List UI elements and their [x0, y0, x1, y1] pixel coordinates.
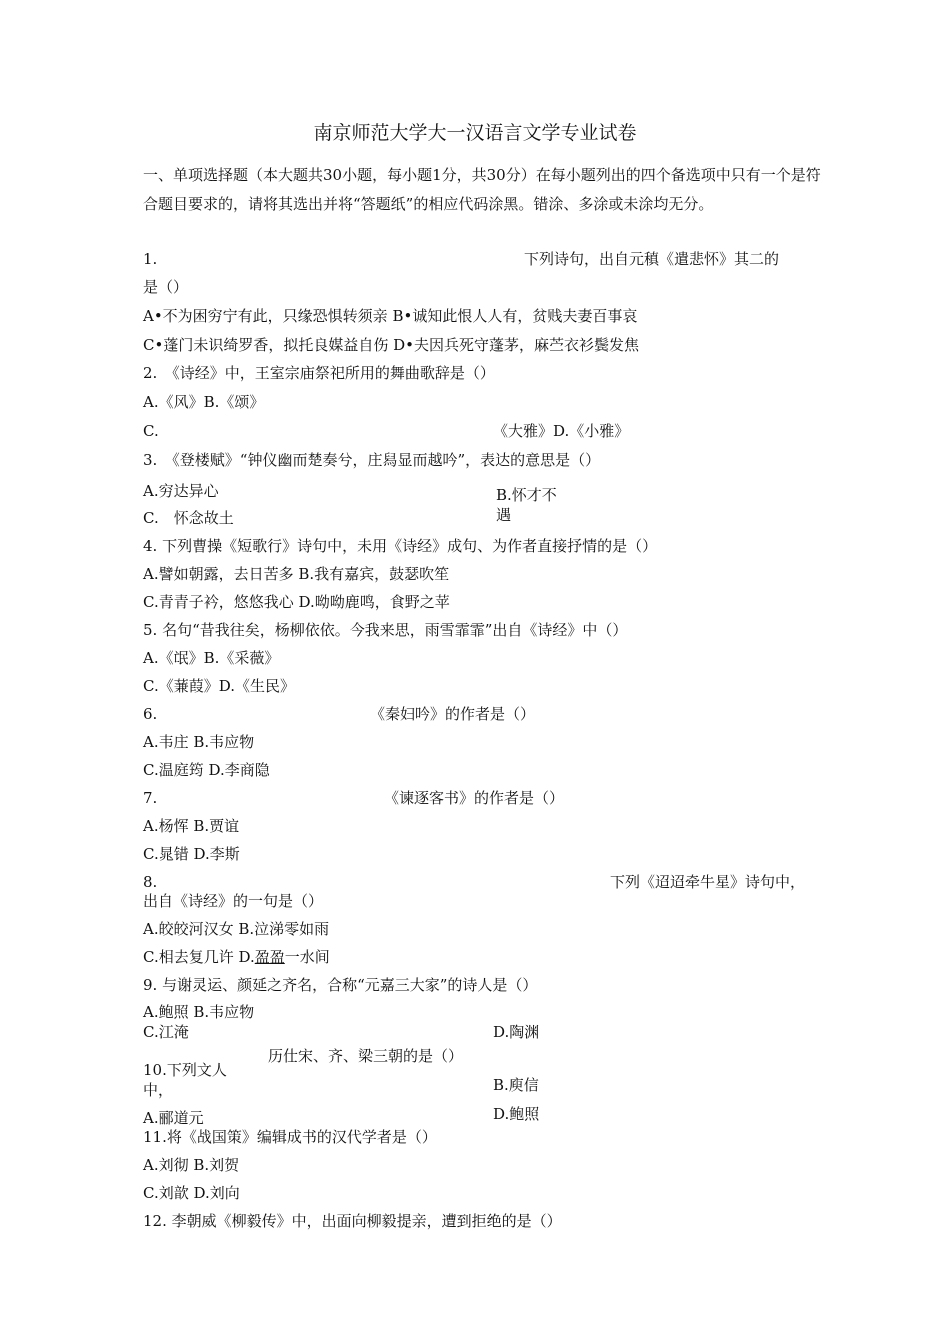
q9-option-d: D.陶渊 — [493, 1023, 540, 1041]
q5-options-ab: A.《氓》B.《采薇》 — [143, 649, 280, 667]
q7-number: 7. — [143, 789, 158, 807]
q7-options-cd: C.晁错 D.李斯 — [143, 845, 240, 863]
q11-stem: 11.将《战国策》编辑成书的汉代学者是（） — [143, 1128, 437, 1146]
q1-options-ab: A•不为困穷宁有此，只缘恐惧转须亲 B•诚知此恨人人有，贫贱夫妻百事哀 — [143, 307, 638, 325]
q9-option-c: C.江淹 — [143, 1023, 189, 1041]
q9-options-ab: A.鲍照 B.韦应物 — [143, 1003, 255, 1021]
q6-options-ab: A.韦庄 B.韦应物 — [143, 733, 255, 751]
q10-option-b: B.庾信 — [493, 1076, 539, 1094]
q8-option-d-underlined: 盈盈 — [254, 948, 285, 966]
q9-stem: 9. 与谢灵运、颜延之齐名，合称“元嘉三大家”的诗人是（） — [143, 976, 538, 994]
q3-option-a: A.穷达异心 — [143, 482, 219, 500]
q11-options-ab: A.刘彻 B.刘贺 — [143, 1156, 240, 1174]
q1-number: 1. — [143, 250, 158, 268]
q8-option-d-rest: 一水间 — [284, 948, 330, 966]
q8-options-ab: A.皎皎河汉女 B.泣涕零如雨 — [143, 920, 330, 938]
q1-stem-cont: 是（） — [143, 278, 189, 296]
q6-stem: 《秦妇吟》的作者是（） — [370, 705, 536, 723]
q8-stem-cont: 出自《诗经》的一句是（） — [143, 892, 324, 910]
q1-options-cd: C•蓬门未识绮罗香，拟托良媒益自伤 D•夫因兵死守蓬茅，麻苎衣衫鬓发焦 — [143, 336, 639, 354]
q4-stem: 4. 下列曹操《短歌行》诗句中，未用《诗经》成句、为作者直接抒情的是（） — [143, 537, 658, 555]
q8-stem: 下列《迢迢牵牛星》诗句中， — [610, 873, 806, 891]
q4-options-cd: C.青青子衿，悠悠我心 D.呦呦鹿鸣，食野之苹 — [143, 593, 450, 611]
q4-options-ab: A.譬如朝露，去日苦多 B.我有嘉宾，鼓瑟吹笙 — [143, 565, 450, 583]
q2-stem: 2. 《诗经》中，王室宗庙祭祀所用的舞曲歌辞是（） — [143, 364, 495, 382]
q3-option-b: B.怀才不遇 — [496, 486, 557, 524]
q7-options-ab: A.杨恽 B.贾谊 — [143, 817, 240, 835]
q11-options-cd: C.刘歆 D.刘向 — [143, 1184, 240, 1202]
q10-option-d: D.鲍照 — [493, 1105, 540, 1123]
q3-option-c: C. 怀念故土 — [143, 509, 234, 527]
section-instructions: 一、单项选择题（本大题共30小题，每小题1分，共30分）在每小题列出的四个备选项中只有一个是符合题目要求的，请将其选出并将“答题纸”的相应代码涂黑。错涂、多涂或未涂均无分。 — [143, 166, 821, 213]
q6-number: 6. — [143, 705, 158, 723]
q8-options-cd — [143, 947, 330, 967]
q10-stem: 历仕宋、齐、梁三朝的是（） — [268, 1047, 464, 1065]
q2-options-ab: A.《风》B.《颂》 — [143, 393, 265, 411]
q2-options-cd: 《大雅》D.《小雅》 — [493, 422, 630, 440]
q12-stem: 12. 李朝威《柳毅传》中，出面向柳毅提亲，遭到拒绝的是（） — [143, 1212, 562, 1230]
q3-stem: 3. 《登楼赋》“钟仪幽而楚奏兮，庄舄显而越吟”，表达的意思是（） — [143, 451, 601, 469]
q1-stem: 下列诗句，出自元稹《遣悲怀》其二的 — [524, 250, 780, 268]
q5-stem: 5. 名句“昔我往矣，杨柳依依。今我来思，雨雪霏霏”出自《诗经》中（） — [143, 621, 628, 639]
q10-option-a: A.郦道元 — [143, 1109, 204, 1127]
q8-option-cd-text: C.相去复几许 D. — [143, 948, 255, 966]
q5-options-cd: C.《蒹葭》D.《生民》 — [143, 677, 295, 695]
q2-option-c-label: C. — [143, 422, 159, 440]
document-title: 南京师范大学大一汉语言文学专业试卷 — [313, 122, 637, 144]
q7-stem: 《谏逐客书》的作者是（） — [384, 789, 565, 807]
q6-options-cd: C.温庭筠 D.李商隐 — [143, 761, 270, 779]
q8-number: 8. — [143, 873, 158, 891]
q10-number: 10.下列文人中， — [143, 1061, 227, 1099]
